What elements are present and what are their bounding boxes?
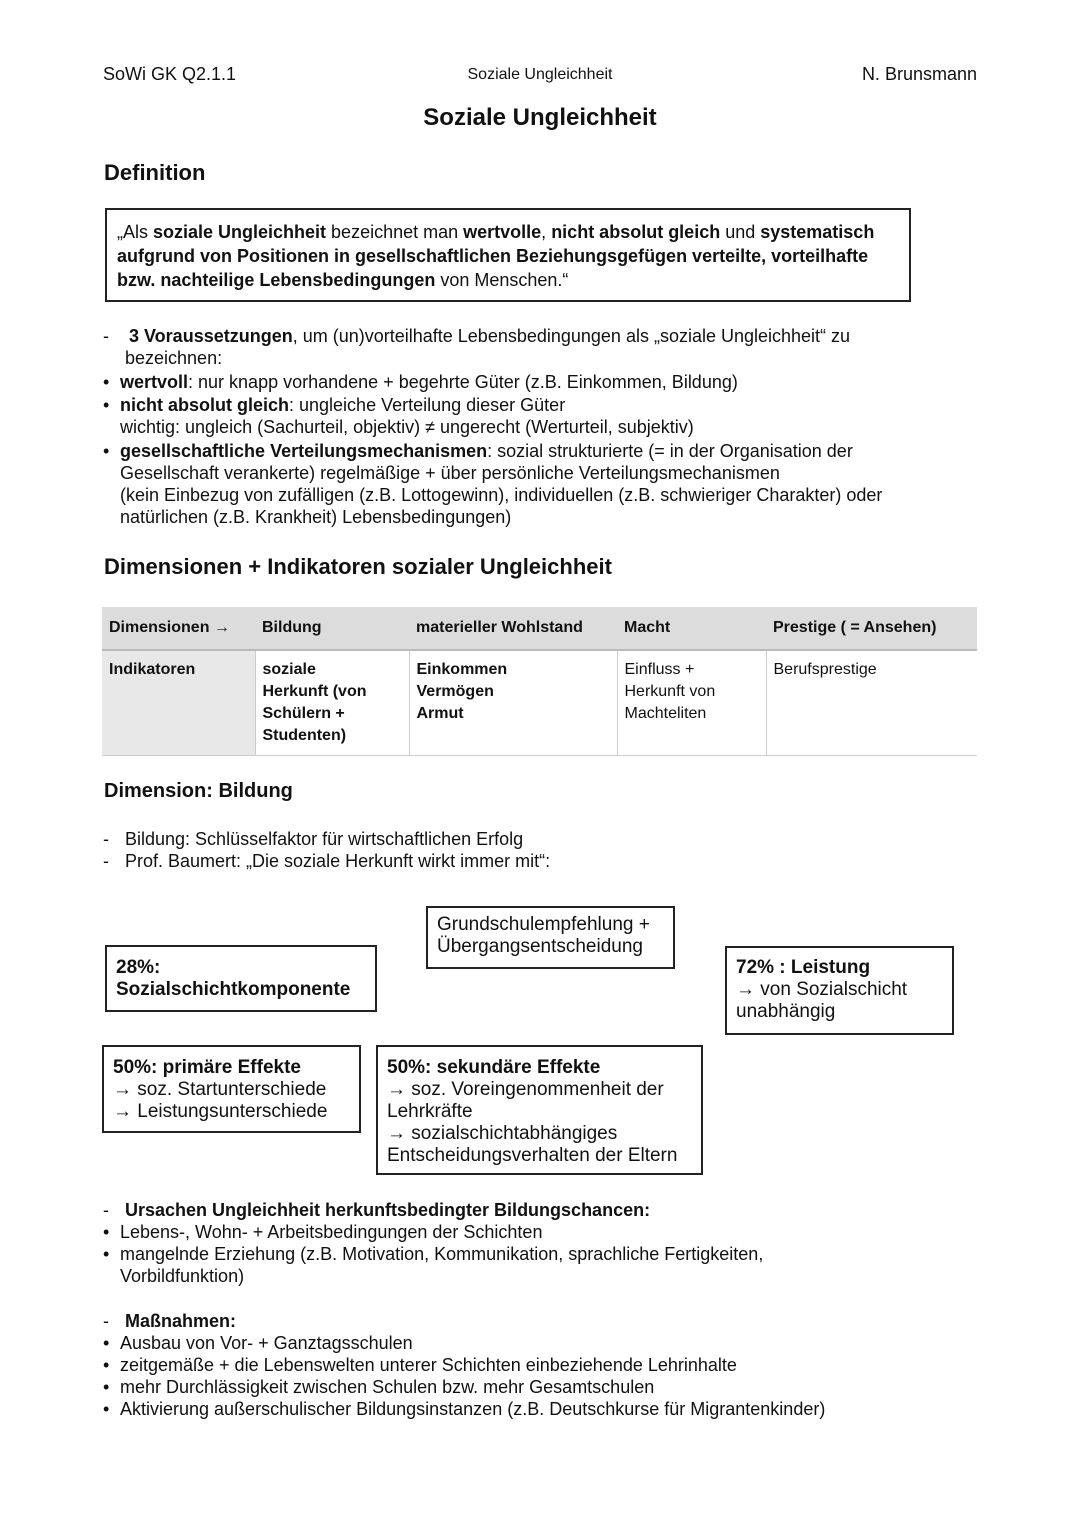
quote-text: „Als	[117, 222, 153, 242]
prereq-line2: bezeichnen:	[125, 348, 223, 368]
box-sozialschicht	[105, 945, 377, 1012]
bildung-dash-item: Bildung: Schlüsselfaktor für wirtschaftlichen Erfolg	[125, 829, 524, 849]
box-leistung	[725, 946, 954, 1035]
box-line: → soz. Voreingenommenheit der	[387, 1079, 664, 1100]
table-cell	[409, 650, 617, 756]
cell-line: Herkunft (von	[262, 683, 367, 700]
header-topic: Soziale Ungleichheit	[467, 66, 613, 83]
bullet-line: wichtig: ungleich (Sachurteil, objektiv) ≠ ungerecht (Werturteil, subjektiv)	[120, 417, 694, 437]
cell-line: Armut	[416, 705, 464, 722]
bullet-bold: gesellschaftliche Verteilungsmechanismen	[120, 441, 488, 461]
massnahmen-item: zeitgemäße + die Lebenswelten unterer Schichten einbeziehende Lehrinhalte	[120, 1355, 737, 1375]
prereq-line1	[129, 325, 850, 347]
table-header: Prestige ( = Ansehen)	[766, 607, 977, 650]
box-line: Sozialschichtkomponente	[116, 979, 351, 1000]
box-line: 50%: primäre Effekte	[113, 1057, 301, 1078]
quote-bold: systematisch aufgrund von Positionen in gesellschaftlichen Beziehungsgefügen verteilte, vorteilhafte bzw. nachteilige Lebensbedingungen	[117, 222, 875, 290]
box-line: 50%: sekundäre Effekte	[387, 1057, 601, 1078]
massnahmen-heading: Maßnahmen:	[125, 1311, 237, 1331]
bullet-marker: •	[103, 1399, 110, 1419]
definition-quote-box	[105, 208, 911, 302]
box-line: → Leistungsunterschiede	[113, 1101, 328, 1122]
massnahmen-item: Aktivierung außerschulischer Bildungsinstanzen (z.B. Deutschkurse für Migrantenkinder)	[120, 1399, 826, 1419]
quote-bold: nicht absolut gleich	[551, 222, 721, 242]
table-row	[102, 650, 977, 756]
box-line: → soz. Startunterschiede	[113, 1079, 327, 1100]
table-cell	[617, 650, 766, 756]
quote-text: von Menschen.“	[435, 270, 569, 290]
ursachen-heading: Ursachen Ungleichheit herkunftsbedingter Bildungschancen:	[125, 1200, 651, 1220]
prereq-bold: 3 Voraussetzungen	[129, 326, 293, 346]
cell-line: Vermögen	[416, 683, 494, 700]
dimensions-heading: Dimensionen + Indikatoren sozialer Ungleichheit	[104, 554, 612, 579]
cell-line: Schülern +	[262, 705, 345, 722]
table-row-label: Indikatoren	[102, 650, 255, 756]
box-primaere-effekte	[102, 1045, 361, 1133]
bullet-text: : nur knapp vorhandene + begehrte Güter (z.B. Einkommen, Bildung)	[188, 372, 738, 392]
bullet-text: : sozial strukturierte (= in der Organisation der	[487, 441, 853, 461]
box-line: 28%:	[116, 957, 161, 978]
cell-line: Herkunft von	[624, 683, 716, 700]
box-line: Entscheidungsverhalten der Eltern	[387, 1145, 678, 1166]
ursachen-item: Lebens-, Wohn- + Arbeitsbedingungen der Schichten	[120, 1222, 543, 1242]
box-grundschulempfehlung	[426, 906, 675, 969]
bildung-heading: Dimension: Bildung	[104, 780, 293, 802]
table-header: materieller Wohlstand	[409, 607, 617, 650]
bullet-marker: •	[103, 1333, 110, 1353]
header-author: N. Brunsmann	[861, 64, 977, 84]
massnahmen-item: Ausbau von Vor- + Ganztagsschulen	[120, 1333, 413, 1353]
dash-marker: -	[103, 1200, 109, 1220]
bullet-marker: •	[103, 1355, 110, 1375]
bullet-bold: nicht absolut gleich	[120, 395, 290, 415]
dash-marker: -	[103, 851, 109, 871]
bullet-marker: •	[103, 395, 110, 415]
cell-line: soziale	[262, 661, 316, 678]
bullet-line: natürlichen (z.B. Krankheit) Lebensbedingungen)	[120, 507, 512, 527]
bullet-marker: •	[103, 441, 110, 461]
cell-line: Studenten)	[262, 727, 347, 744]
box-line: Grundschulempfehlung +	[437, 914, 650, 935]
dash-marker: -	[103, 1311, 109, 1331]
cell-line: Berufsprestige	[773, 661, 877, 678]
ursachen-item-line: Vorbildfunktion)	[120, 1266, 245, 1286]
bullet-nicht-gleich	[120, 394, 565, 416]
box-line: 72% : Leistung	[736, 957, 871, 978]
bullet-line: Gesellschaft verankerte) regelmäßige + über persönliche Verteilungsmechanismen	[120, 463, 780, 483]
quote-text: ,	[541, 222, 552, 242]
box-line: → sozialschichtabhängiges	[387, 1123, 618, 1144]
bullet-marker: •	[103, 1377, 110, 1397]
bullet-marker: •	[103, 372, 110, 392]
quote-text: und	[720, 222, 761, 242]
bullet-bold: wertvoll	[120, 372, 189, 392]
bullet-wertvoll	[120, 371, 738, 393]
bullet-verteilung	[120, 440, 853, 462]
box-line: unabhängig	[736, 1001, 836, 1022]
table-cell	[766, 650, 977, 756]
table-header: Dimensionen →	[102, 607, 255, 650]
massnahmen-item: mehr Durchlässigkeit zwischen Schulen bzw. mehr Gesamtschulen	[120, 1377, 655, 1397]
table-header: Bildung	[255, 607, 409, 650]
cell-line: Machteliten	[624, 705, 707, 722]
box-line: Lehrkräfte	[387, 1101, 473, 1122]
dimensions-table	[102, 607, 977, 756]
box-sekundaere-effekte	[376, 1045, 703, 1175]
definition-heading: Definition	[104, 160, 206, 185]
bullet-marker: •	[103, 1222, 110, 1242]
cell-line: Einfluss +	[624, 661, 695, 678]
header-course: SoWi GK Q2.1.1	[103, 64, 237, 84]
cell-line: Einkommen	[416, 661, 508, 678]
bullet-line: (kein Einbezug von zufälligen (z.B. Lottogewinn), individuellen (z.B. schwieriger Charakter) oder	[120, 485, 883, 505]
table-cell	[255, 650, 409, 756]
quote-bold: wertvolle	[463, 222, 542, 242]
table-header-row	[102, 607, 977, 650]
box-line: Übergangsentscheidung	[437, 936, 643, 957]
prereq-text: , um (un)vorteilhafte Lebensbedingungen als „soziale Ungleichheit“ zu	[292, 326, 851, 346]
quote-text: bezeichnet man	[326, 222, 464, 242]
box-line: → von Sozialschicht	[736, 979, 908, 1000]
ursachen-item: mangelnde Erziehung (z.B. Motivation, Kommunikation, sprachliche Fertigkeiten,	[120, 1244, 764, 1264]
dash-marker: -	[103, 829, 109, 849]
bildung-dash-item: Prof. Baumert: „Die soziale Herkunft wirkt immer mit“:	[125, 851, 551, 871]
dash-marker: -	[103, 326, 109, 346]
quote-bold: soziale Ungleichheit	[153, 222, 327, 242]
table-header: Macht	[617, 607, 766, 650]
bullet-marker: •	[103, 1244, 110, 1264]
page-title: Soziale Ungleichheit	[423, 104, 657, 131]
bullet-text: : ungleiche Verteilung dieser Güter	[289, 395, 566, 415]
